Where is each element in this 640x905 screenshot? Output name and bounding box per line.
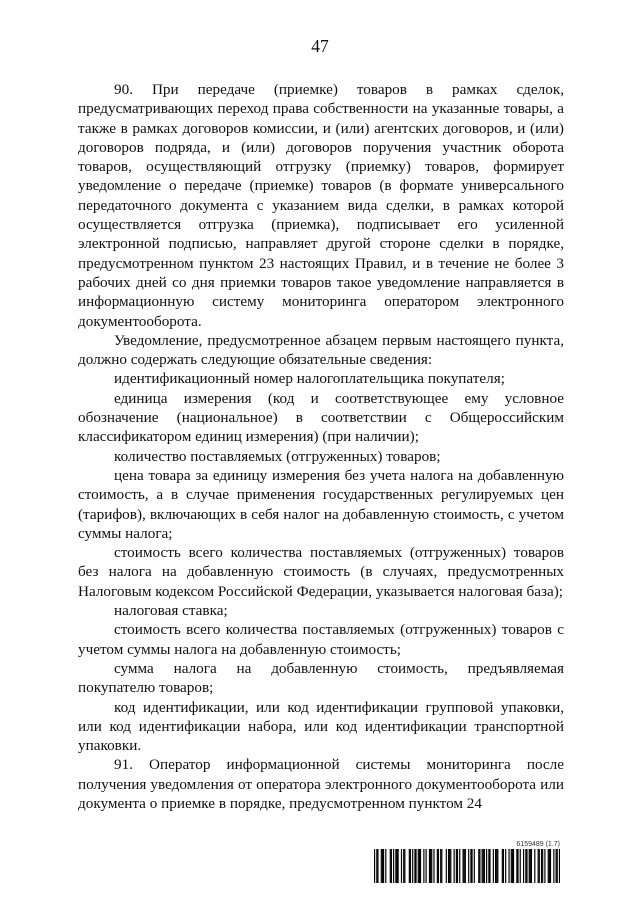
barcode-bar bbox=[488, 849, 489, 883]
barcode-bar bbox=[429, 849, 430, 883]
list-item-vat-amount: сумма налога на добавленную стоимость, предъявляемая покупателю товаров; bbox=[78, 659, 564, 697]
barcode-bar bbox=[539, 849, 540, 883]
barcode-bar bbox=[418, 849, 419, 883]
barcode-bar bbox=[404, 849, 405, 883]
barcode-bar bbox=[412, 849, 413, 883]
barcode-bar bbox=[517, 849, 518, 883]
barcode-bar bbox=[484, 849, 485, 883]
barcode-bar bbox=[511, 849, 512, 883]
barcode-bar bbox=[512, 849, 513, 883]
barcode-bar bbox=[556, 849, 557, 883]
barcode-bar bbox=[520, 849, 521, 883]
barcode-bar bbox=[459, 849, 460, 883]
barcode-bar bbox=[542, 849, 543, 883]
barcode-bar bbox=[471, 849, 472, 883]
list-item-tax-rate: налоговая ставка; bbox=[114, 602, 228, 620]
barcode-bar bbox=[479, 849, 480, 883]
barcode-bar bbox=[529, 849, 530, 883]
barcode-bar bbox=[431, 849, 432, 883]
barcode-bar bbox=[513, 849, 514, 883]
barcode-bar bbox=[525, 849, 526, 883]
barcode-bar bbox=[457, 849, 458, 883]
document-body bbox=[78, 80, 564, 813]
barcode-bar bbox=[440, 849, 441, 883]
barcode-bar bbox=[423, 849, 424, 883]
barcode-bar bbox=[505, 849, 506, 883]
barcode-bar bbox=[548, 849, 549, 883]
barcode-bar bbox=[456, 849, 457, 883]
barcode-bar bbox=[430, 849, 431, 883]
barcode-bar bbox=[437, 849, 438, 883]
barcode-bar bbox=[391, 849, 392, 883]
barcode-bar bbox=[454, 849, 455, 883]
barcode-bar bbox=[426, 849, 427, 883]
barcode-bar bbox=[530, 849, 531, 883]
page-number: 47 bbox=[311, 36, 329, 56]
barcode-bar bbox=[470, 849, 471, 883]
barcode-bar bbox=[478, 849, 479, 883]
barcode-bar bbox=[398, 849, 399, 883]
barcode-bar bbox=[553, 849, 554, 883]
list-item-unit: единица измерения (код и соответствующее ему условное обозначение (национальное) в соответствии с Общероссийским классификатором единиц измерения) (при наличии); bbox=[78, 389, 564, 446]
barcode-bar bbox=[559, 849, 560, 883]
barcode-bar bbox=[401, 849, 402, 883]
barcode-bar bbox=[385, 849, 386, 883]
barcode-bar bbox=[410, 849, 411, 883]
barcode bbox=[374, 849, 560, 883]
list-item-identification-code: код идентификации, или код идентификации групповой упаковки, или код идентификации набора, или код идентификации транспортной упаковки. bbox=[78, 698, 564, 755]
barcode-bar bbox=[374, 849, 375, 883]
barcode-bar bbox=[446, 849, 447, 883]
barcode-bar bbox=[409, 849, 410, 883]
barcode-bar bbox=[483, 849, 484, 883]
document-code: 6159489 (1.7) bbox=[516, 841, 560, 848]
barcode-bar bbox=[377, 849, 378, 883]
barcode-bar bbox=[438, 849, 439, 883]
barcode-bar bbox=[557, 849, 558, 883]
barcode-bar bbox=[382, 849, 383, 883]
barcode-bar bbox=[497, 849, 498, 883]
barcode-bar bbox=[419, 849, 420, 883]
barcode-bar bbox=[482, 849, 483, 883]
barcode-bar bbox=[448, 849, 449, 883]
paragraph-91: 91. Оператор информационной системы мониторинга после получения уведомления от оператора электронного документооборота или документа о приемке в порядке, предусмотренном пунктом 24 bbox=[78, 756, 564, 812]
barcode-bar bbox=[486, 849, 487, 883]
barcode-bar bbox=[403, 849, 404, 883]
barcode-bar bbox=[396, 849, 397, 883]
barcode-bar bbox=[433, 849, 434, 883]
barcode-bar bbox=[376, 849, 377, 883]
barcode-bar bbox=[393, 849, 394, 883]
barcode-bar bbox=[538, 849, 539, 883]
list-item-price: цена товара за единицу измерения без учета налога на добавленную стоимость, а в случае применения государственных регулируемых цен (тарифов), включающих в себя налог на добавленную стоимость, с учетом суммы налога; bbox=[78, 466, 564, 542]
barcode-bar bbox=[395, 849, 396, 883]
barcode-bar bbox=[496, 849, 497, 883]
barcode-bar bbox=[383, 849, 384, 883]
barcode-bar bbox=[381, 849, 382, 883]
barcode-bar bbox=[541, 849, 542, 883]
list-item-cost-without-vat: стоимость всего количества поставляемых (отгруженных) товаров без налога на добавленную стоимость (в случаях, предусмотренных Налоговым кодексом Российской Федерации, указывается налоговая база); bbox=[78, 544, 564, 600]
barcode-bar bbox=[516, 849, 517, 883]
barcode-bar bbox=[441, 849, 442, 883]
barcode-bar bbox=[415, 849, 416, 883]
barcode-bar bbox=[495, 849, 496, 883]
barcode-bar bbox=[549, 849, 550, 883]
list-item-inn: идентификационный номер налогоплательщика покупателя; bbox=[114, 370, 505, 388]
barcode-bar bbox=[534, 849, 535, 883]
barcode-bar bbox=[474, 849, 475, 883]
barcode-bar bbox=[493, 849, 494, 883]
barcode-bar bbox=[489, 849, 490, 883]
barcode-bar bbox=[449, 849, 450, 883]
paragraph-90: 90. При передаче (приемке) товаров в рамках сделок, предусматривающих переход права собственности на указанные товары, а также в рамках договоров комиссии, и (или) агентских договоров, и (или) договоров подряда, и (или) договоров поручения участник оборота товаров, осуществляющий отгрузку (приемку) товаров, формирует уведомление о передаче (приемке) товаров (в формате универсального передаточного документа с указанием вида сделки, в рамках которой осуществляется отгрузка (приемка), подписывает его усиленной электронной подписью, направляет другой стороне сделки в порядке, предусмотренном пунктом 23 настоящих Правил, и в течение не более 3 рабочих дней со дня приемки товаров такое уведомление направляется в информационную систему мониторинга оператором электронного документооборота. bbox=[78, 81, 564, 330]
list-item-cost-with-vat: стоимость всего количества поставляемых (отгруженных) товаров с учетом суммы налога на добавленную стоимость; bbox=[78, 621, 564, 658]
barcode-bar bbox=[463, 849, 464, 883]
barcode-bar bbox=[523, 849, 524, 883]
barcode-bar bbox=[465, 849, 466, 883]
barcode-bar bbox=[420, 849, 421, 883]
barcode-bar bbox=[526, 849, 527, 883]
barcode-bar bbox=[502, 849, 503, 883]
barcode-bar bbox=[544, 849, 545, 883]
barcode-bar bbox=[450, 849, 451, 883]
barcode-bar bbox=[508, 849, 509, 883]
barcode-bar bbox=[503, 849, 504, 883]
list-item-quantity: количество поставляемых (отгруженных) товаров; bbox=[114, 447, 441, 465]
barcode-bar bbox=[550, 849, 551, 883]
barcode-bar bbox=[464, 849, 465, 883]
barcode-bar bbox=[390, 849, 391, 883]
barcode-bar bbox=[414, 849, 415, 883]
barcode-bar bbox=[468, 849, 469, 883]
paragraph-notice-requirements: Уведомление, предусмотренное абзацем первым настоящего пункта, должно содержать следующие обязательные сведения: bbox=[78, 331, 564, 369]
barcode-bar bbox=[531, 849, 532, 883]
